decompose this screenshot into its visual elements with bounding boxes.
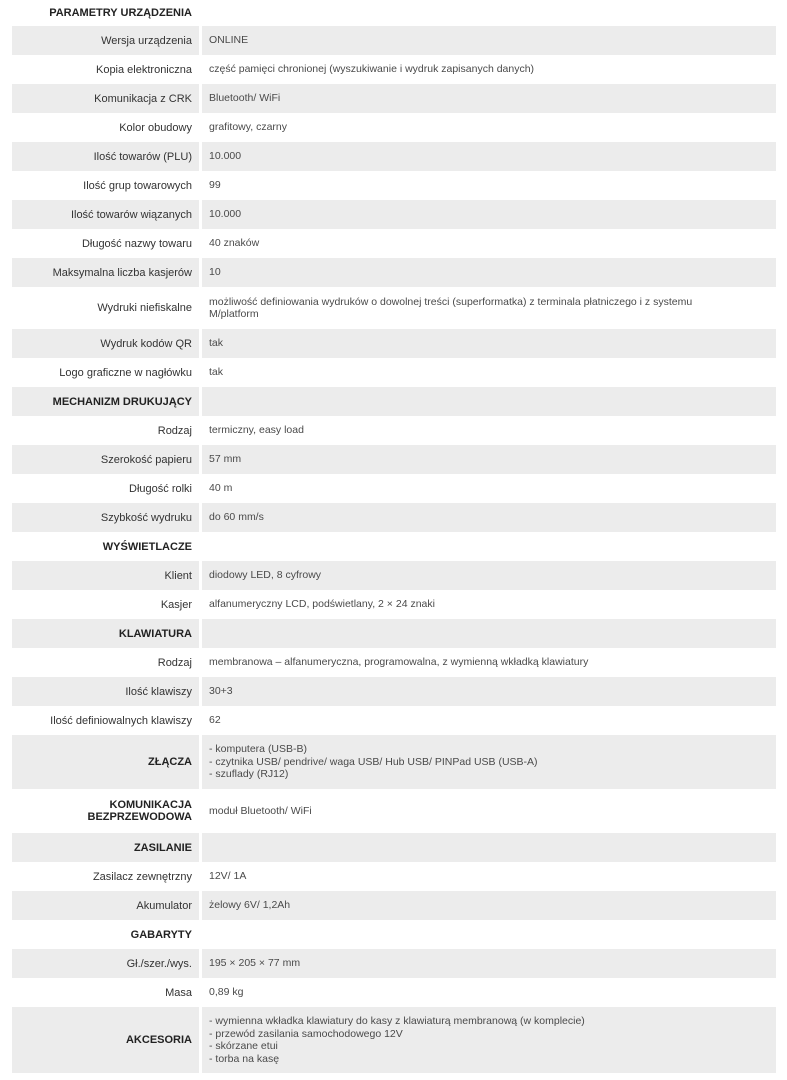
spec-value: 30+3: [202, 677, 776, 706]
spec-row: [12, 171, 776, 200]
spec-label: Wydruki niefiskalne: [97, 302, 192, 314]
spec-value: ONLINE: [202, 26, 776, 55]
spec-value: 57 mm: [202, 445, 776, 474]
spec-value: do 60 mm/s: [202, 503, 776, 532]
spec-label: Logo graficzne w nagłówku: [59, 366, 192, 379]
spec-row: [12, 258, 776, 287]
spec-value: żelowy 6V/ 1,2Ah: [202, 891, 776, 920]
section-title: PARAMETRY URZĄDZENIA: [49, 7, 192, 19]
section-header-row: [12, 387, 776, 416]
spec-label: Zasilacz zewnętrzny: [92, 870, 192, 883]
spec-row: [12, 26, 776, 55]
spec-value: moduł Bluetooth/ WiFi: [209, 804, 312, 817]
spec-value: możliwość definiowania wydruków o dowolnej treści (superformatka) z terminala płatniczego i z systemu M/platform: [209, 295, 693, 320]
spec-row: [12, 949, 776, 978]
spec-value: 12V/ 1A: [209, 870, 247, 883]
spec-label: Kasjer: [160, 598, 192, 611]
spec-value: [202, 387, 776, 416]
spec-value: 195 × 205 × 77 mm: [202, 949, 776, 978]
spec-value: - wymienna wkładka klawiatury do kasy z klawiaturą membranową (w komplecie) - przewód zasilania samochodowego 12V - skórzane etui - torba na kasę: [202, 1007, 776, 1073]
spec-row: [12, 503, 776, 532]
spec-value: [202, 619, 776, 648]
section-title: MECHANIZM DRUKUJĄCY: [12, 387, 199, 416]
spec-row: [12, 287, 776, 329]
spec-row: [12, 229, 776, 258]
section-header-row: [12, 532, 776, 561]
spec-label: Ilość towarów wiązanych: [12, 200, 199, 229]
spec-row: [12, 978, 776, 1007]
spec-row: [12, 561, 776, 590]
spec-value: 62: [209, 714, 221, 727]
spec-row: [12, 416, 776, 445]
spec-value: część pamięci chronionej (wyszukiwanie i wydruk zapisanych danych): [209, 63, 535, 76]
spec-label: Gł./szer./wys.: [12, 949, 199, 978]
spec-row: [12, 142, 776, 171]
spec-label: Rodzaj: [157, 424, 192, 437]
section-header-row: [12, 735, 776, 789]
spec-label: Masa: [165, 986, 192, 999]
spec-label: Wydruk kodów QR: [12, 329, 199, 358]
spec-value: 40 znaków: [209, 237, 260, 250]
spec-label: Długość nazwy towaru: [81, 237, 192, 250]
spec-label: Klient: [12, 561, 199, 590]
section-header-row: [12, 619, 776, 648]
spec-row: [12, 474, 776, 503]
spec-row: [12, 55, 776, 84]
section-header-row: [12, 833, 776, 862]
section-header-row: [12, 0, 776, 26]
section-title: KOMUNIKACJA BEZPRZEWODOWA: [87, 799, 192, 823]
spec-value: [202, 0, 776, 26]
spec-value: 10.000: [202, 142, 776, 171]
spec-value: [202, 532, 776, 561]
section-header-row: [12, 1007, 776, 1073]
spec-label: Komunikacja z CRK: [12, 84, 199, 113]
spec-value: grafitowy, czarny: [209, 121, 287, 134]
section-title: KLAWIATURA: [12, 619, 199, 648]
section-title: ZASILANIE: [12, 833, 199, 862]
section-header-row: [12, 920, 776, 949]
spec-label: Ilość klawiszy: [12, 677, 199, 706]
section-title: AKCESORIA: [12, 1007, 199, 1073]
spec-label: Kopia elektroniczna: [95, 63, 192, 76]
section-title: ZŁĄCZA: [12, 735, 199, 789]
spec-label: Ilość definiowalnych klawiszy: [50, 714, 192, 727]
spec-value: 10.000: [202, 200, 776, 229]
spec-row: [12, 677, 776, 706]
spec-label: Kolor obudowy: [119, 121, 192, 134]
spec-row: [12, 358, 776, 387]
spec-row: [12, 445, 776, 474]
spec-label: Akumulator: [12, 891, 199, 920]
spec-label: Ilość grup towarowych: [83, 179, 192, 192]
spec-value: Bluetooth/ WiFi: [202, 84, 776, 113]
spec-row: [12, 590, 776, 619]
spec-value: membranowa – alfanumeryczna, programowalna, z wymienną wkładką klawiatury: [209, 656, 589, 669]
spec-row: [12, 200, 776, 229]
section-title: WYŚWIETLACZE: [102, 540, 192, 553]
spec-value: tak: [209, 366, 224, 379]
spec-label: Szerokość papieru: [12, 445, 199, 474]
spec-label: Długość rolki: [129, 482, 192, 495]
spec-table: [12, 0, 776, 1073]
spec-value: [202, 833, 776, 862]
spec-row: [12, 84, 776, 113]
spec-row: [12, 648, 776, 677]
spec-label: Szybkość wydruku: [12, 503, 199, 532]
spec-row: [12, 862, 776, 891]
spec-value: 40 m: [209, 482, 233, 495]
spec-row: [12, 891, 776, 920]
spec-value: - komputera (USB-B) - czytnika USB/ pendrive/ waga USB/ Hub USB/ PINPad USB (USB-A) - szuflady (RJ12): [202, 735, 776, 789]
spec-label: Rodzaj: [157, 656, 192, 669]
spec-label: Wersja urządzenia: [12, 26, 199, 55]
spec-value: termiczny, easy load: [209, 424, 304, 437]
spec-row: [12, 329, 776, 358]
spec-value: [202, 920, 776, 949]
spec-row: [12, 706, 776, 735]
section-title: GABARYTY: [130, 928, 192, 941]
spec-value: tak: [202, 329, 776, 358]
spec-value: 10: [202, 258, 776, 287]
spec-value: alfanumeryczny LCD, podświetlany, 2 × 24 znaki: [209, 598, 435, 611]
spec-label: Maksymalna liczba kasjerów: [12, 258, 199, 287]
spec-value: 0,89 kg: [209, 986, 244, 999]
spec-value: diodowy LED, 8 cyfrowy: [202, 561, 776, 590]
section-header-row: [12, 789, 776, 833]
spec-value: 99: [209, 179, 221, 192]
spec-label: Ilość towarów (PLU): [12, 142, 199, 171]
spec-row: [12, 113, 776, 142]
